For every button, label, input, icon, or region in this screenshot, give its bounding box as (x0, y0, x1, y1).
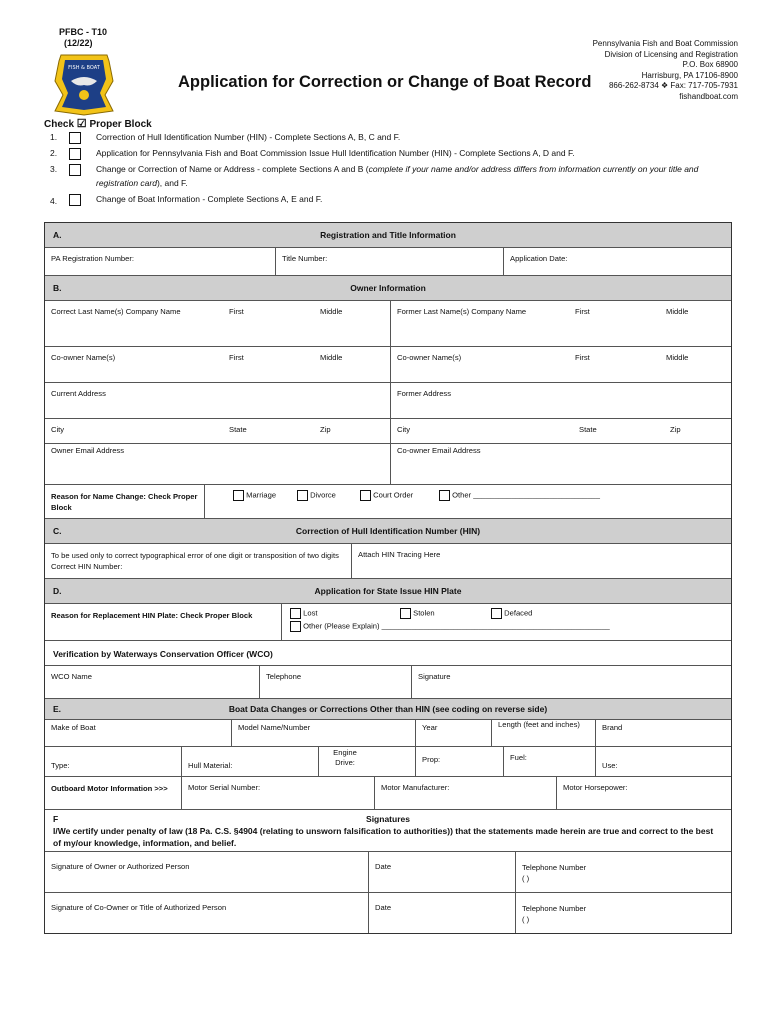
hull-material-field[interactable]: Hull Material: (181, 747, 318, 776)
city-label: City (51, 425, 65, 434)
field-label: Engine Drive: (333, 748, 357, 767)
boat-data-row-1 (45, 720, 731, 747)
state-label: State (229, 425, 247, 434)
coowner-phone-field[interactable] (515, 893, 731, 933)
divorce-checkbox[interactable] (297, 490, 308, 501)
former-address-field[interactable]: Former Address (390, 383, 731, 418)
former-name-field[interactable] (390, 301, 731, 346)
verification-header (45, 641, 731, 666)
section-b-header (45, 276, 731, 301)
application-date-field[interactable]: Application Date: (503, 248, 731, 275)
owner-email-field[interactable]: Owner Email Address (51, 446, 125, 455)
option-4 (50, 193, 740, 209)
agency-line: Division of Licensing and Registration (604, 49, 738, 59)
option-text-main: Change or Correction of Name or Address - complete Sections A and B ( (96, 164, 369, 174)
reason-marriage[interactable] (233, 490, 276, 501)
middle-label: Middle (666, 307, 689, 316)
length-field[interactable]: Length (feet and inches) (491, 720, 595, 746)
section-letter: A. (53, 230, 62, 240)
field-label: Co-owner Name(s) (51, 353, 116, 362)
first-label: First (229, 353, 244, 362)
current-address-field[interactable]: Current Address (51, 389, 106, 398)
city-label: City (397, 425, 411, 434)
former-city-field[interactable] (390, 419, 731, 443)
type-field[interactable]: Type: (51, 761, 70, 770)
reason-divorce[interactable] (297, 490, 336, 501)
section-letter: B. (53, 283, 62, 293)
outboard-motor-label: Outboard Motor Information >>> (51, 784, 168, 793)
application-form (44, 222, 732, 934)
correct-name-field[interactable] (45, 301, 390, 346)
section-letter: E. (53, 704, 62, 714)
motor-serial-field[interactable]: Motor Serial Number: (181, 777, 374, 809)
section-d-fields (45, 604, 731, 641)
field-label: Correct Last Name(s) Company Name (51, 307, 181, 316)
title-number-field[interactable]: Title Number: (275, 248, 503, 275)
engine-drive-field[interactable] (318, 747, 415, 776)
section-title: Signatures (366, 814, 410, 824)
reason-other[interactable] (439, 490, 600, 501)
coowner-email-field[interactable]: Co-owner Email Address (390, 444, 731, 484)
reason-text: Lost (303, 608, 318, 618)
option-number: 3. (50, 164, 58, 174)
certification-text: I/We certify under penalty of law (18 Pa. C.S. §4904 (relating to unsworn falsification to authorities)) that the statements made herein are true and correct to the best of my/our knowledge, information, and belief. (53, 826, 714, 848)
email-row (45, 444, 731, 485)
section-title: Correction of Hull Identification Number (HIN) (295, 526, 481, 536)
wco-name-field[interactable]: WCO Name (51, 672, 92, 681)
middle-label: Middle (666, 353, 689, 362)
option-number: 2. (50, 148, 58, 158)
owner-name-row (45, 301, 731, 347)
wco-telephone-field[interactable]: Telephone (259, 666, 411, 698)
use-field[interactable]: Use: (595, 747, 731, 776)
svg-text:FISH & BOAT: FISH & BOAT (68, 65, 100, 71)
agency-line: P.O. Box 68900 (682, 60, 738, 70)
prop-field[interactable]: Prop: (415, 747, 503, 776)
field-label: Former Last Name(s) Company Name (397, 307, 527, 316)
reason-stolen[interactable] (400, 608, 435, 619)
lost-checkbox[interactable] (290, 608, 301, 619)
reason-text: Defaced (504, 608, 533, 618)
agency-line: fishandboat.com (679, 91, 738, 101)
agency-line: 866-262-8734 ❖ Fax: 717-705-7931 (608, 81, 738, 91)
section-title: Boat Data Changes or Corrections Other than HIN (see coding on reverse side) (228, 704, 548, 714)
reason-lost[interactable] (290, 608, 317, 619)
other-explain-checkbox[interactable] (290, 621, 301, 632)
hin-tracing-area[interactable]: Attach HIN Tracing Here (351, 544, 731, 578)
owner-date-field[interactable]: Date (368, 852, 515, 892)
reason-text: Other ______________________________ (452, 490, 600, 500)
reason-text: Other (Please Explain) ______________________________________________________ (303, 621, 610, 631)
middle-label: Middle (320, 307, 343, 316)
option-text-italic: complete if your name and/or address differs from information currently on your title and registration card (96, 164, 699, 188)
option-number: 1. (50, 132, 58, 142)
option-text (96, 163, 726, 190)
other-checkbox[interactable] (439, 490, 450, 501)
phone-area-code: ( ) (522, 874, 530, 883)
check-heading-post: Proper Block (89, 119, 152, 130)
agency-address (518, 39, 738, 103)
motor-horsepower-field[interactable]: Motor Horsepower: (556, 777, 731, 809)
option-text-tail: ), and F. (156, 177, 188, 188)
coowner-date-field[interactable]: Date (368, 893, 515, 933)
section-letter: D. (53, 586, 62, 596)
check-heading (44, 117, 152, 130)
motor-manufacturer-field[interactable]: Motor Manufacturer: (374, 777, 556, 809)
option-3 (50, 163, 740, 193)
signature-row-2 (45, 893, 731, 933)
option-text: Correction of Hull Identification Number (HIN) - Complete Sections A, B, C and F. (96, 132, 401, 142)
agency-line: Harrisburg, PA 17106-8900 (641, 70, 738, 80)
court-order-checkbox[interactable] (360, 490, 371, 501)
boat-data-row-3 (45, 777, 731, 810)
address-row (45, 383, 731, 419)
name-change-reason-row (45, 485, 731, 519)
hin-plate-reason-label: Reason for Replacement HIN Plate: Check Proper Block (51, 611, 253, 620)
current-city-field[interactable] (45, 419, 390, 443)
option-4-checkbox[interactable] (69, 194, 81, 206)
reason-options (204, 485, 731, 518)
option-1 (50, 131, 740, 147)
section-d-header (45, 579, 731, 604)
model-field[interactable]: Model Name/Number (231, 720, 415, 746)
reason-defaced[interactable] (491, 608, 532, 619)
former-coowner-name-field[interactable] (390, 347, 731, 382)
option-number: 4. (50, 196, 58, 206)
wco-signature-field[interactable]: Signature (411, 666, 731, 698)
check-heading-pre: Check (44, 119, 75, 130)
year-field[interactable]: Year (415, 720, 491, 746)
defaced-checkbox[interactable] (491, 608, 502, 619)
marriage-checkbox[interactable] (233, 490, 244, 501)
reason-label: Reason for Name Change: Check Proper Block (51, 492, 198, 512)
section-title: Application for State Issue HIN Plate (314, 586, 462, 596)
coowner-signature-field[interactable]: Signature of Co-Owner or Title of Authorized Person (51, 903, 227, 912)
brand-field[interactable]: Brand (595, 720, 731, 746)
phone-label: Telephone Number (522, 863, 587, 872)
option-list (50, 131, 740, 209)
verification-fields (45, 666, 731, 699)
pa-registration-field[interactable]: PA Registration Number: (51, 254, 135, 263)
verification-title: Verification by Waterways Conservation Officer (WCO) (53, 649, 273, 659)
hin-plate-reasons (281, 604, 731, 640)
boat-data-row-2 (45, 747, 731, 777)
first-label: First (575, 307, 590, 316)
phone-area-code: ( ) (522, 915, 530, 924)
section-e-header (45, 699, 731, 720)
middle-label: Middle (320, 353, 343, 362)
phone-label: Telephone Number (522, 904, 587, 913)
fuel-field[interactable]: Fuel: (503, 747, 595, 776)
reason-court-order[interactable] (360, 490, 413, 501)
section-f-header (45, 810, 731, 852)
agency-line: Pennsylvania Fish and Boat Commission (592, 39, 738, 48)
section-title: Registration and Title Information (320, 230, 456, 240)
zip-label: Zip (320, 425, 331, 434)
checkmark-box-icon: ☑ (76, 118, 87, 130)
reason-text: Stolen (413, 608, 435, 618)
reason-other-explain[interactable] (290, 621, 610, 632)
page-title: Application for Correction or Change of Boat Record (178, 73, 592, 91)
coowner-row (45, 347, 731, 383)
coowner-name-field[interactable] (45, 347, 390, 382)
owner-phone-field[interactable] (515, 852, 731, 892)
first-label: First (575, 353, 590, 362)
city-row (45, 419, 731, 444)
section-a-fields (45, 248, 731, 276)
stolen-checkbox[interactable] (400, 608, 411, 619)
section-letter: F (53, 814, 59, 824)
option-text: Change of Boat Information - Complete Sections A, E and F. (96, 194, 323, 204)
form-id: PFBC - T10 (59, 27, 108, 37)
reason-text: Marriage (246, 490, 277, 500)
reason-text: Divorce (310, 490, 336, 500)
option-1-checkbox[interactable] (69, 132, 81, 144)
section-c-fields (45, 544, 731, 579)
section-letter: C. (53, 526, 62, 536)
section-title: Owner Information (350, 283, 426, 293)
option-2-checkbox[interactable] (69, 148, 81, 160)
section-a-header (45, 223, 731, 248)
state-label: State (579, 425, 597, 434)
make-of-boat-field[interactable]: Make of Boat (51, 723, 96, 732)
owner-signature-field[interactable]: Signature of Owner or Authorized Person (51, 862, 190, 871)
field-label: Co-owner Name(s) (397, 353, 462, 362)
first-label: First (229, 307, 244, 316)
section-c-header (45, 519, 731, 544)
option-text: Application for Pennsylvania Fish and Boat Commission Issue Hull Identification Number (HIN) - Complete Sections A, D and F. (96, 148, 575, 158)
pfbc-keystone-logo (51, 51, 117, 117)
zip-label: Zip (670, 425, 681, 434)
form-date: (12/22) (64, 38, 93, 48)
signature-row-1 (45, 852, 731, 893)
option-3-checkbox[interactable] (69, 164, 81, 176)
option-2 (50, 147, 740, 163)
correct-hin-field[interactable]: To be used only to correct typographical error of one digit or transposition of two digits Correct HIN Number: (51, 551, 339, 571)
reason-text: Court Order (373, 490, 414, 500)
